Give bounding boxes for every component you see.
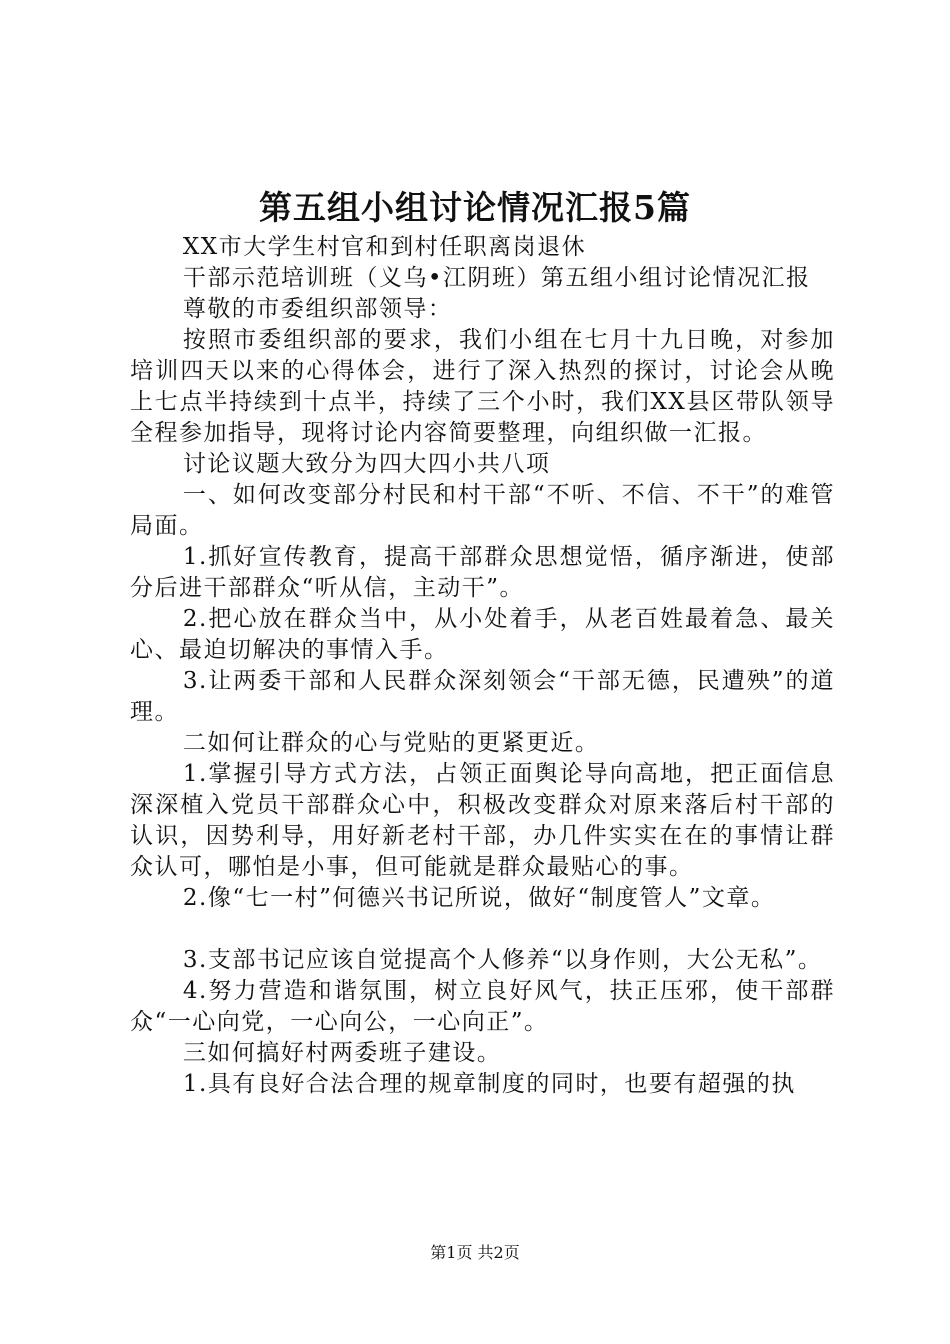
paragraph: 1.具有良好合法合理的规章制度的同时，也要有超强的执 (182, 1071, 796, 1097)
document-title: 第五组小组讨论情况汇报5篇 (259, 188, 691, 227)
paragraph: 4.努力营造和谐氛围，树立良好风气，扶正压邪，使干部群众“一心向党，一心向公，一心向正”。 (130, 978, 835, 1035)
paragraph: 一、如何改变部分村民和村干部“不听、不信、不干”的难管局面。 (130, 482, 835, 539)
paragraph: 3.让两委干部和人民群众深刻领会“干部无德，民遭殃”的道理。 (130, 668, 835, 725)
paragraph: 2.像“七一村”何德兴书记所说，做好“制度管人”文章。 (182, 885, 776, 911)
paragraph: 二如何让群众的心与党贴的更紧更近。 (182, 730, 600, 756)
paragraph: 按照市委组织部的要求，我们小组在七月十九日晚，对参加培训四天以来的心得体会，进行了深入热烈的探讨，讨论会从晚上七点半持续到十点半，持续了三个小时，我们XX县区带队领导全程参加指导，现将讨论内容简要整理，向组织做一汇报。 (130, 327, 835, 446)
paragraph: 三如何搞好村两委班子建设。 (182, 1040, 502, 1066)
paragraph: 2.把心放在群众当中，从小处着手，从老百姓最着急、最关心、最迫切解决的事情入手。 (130, 606, 835, 663)
paragraph: 1.抓好宣传教育，提高干部群众思想觉悟，循序渐进，使部分后进干部群众“听从信，主动干”。 (130, 544, 835, 601)
paragraph: 尊敬的市委组织部领导： (182, 296, 453, 322)
paragraph: 3.支部书记应该自觉提高个人修养“以身作则，大公无私”。 (182, 947, 823, 973)
page-number-footer: 第1页 共2页 (430, 1243, 520, 1262)
paragraph: 讨论议题大致分为四大四小共八项 (182, 451, 551, 477)
paragraph: 1.掌握引导方式方法，占领正面舆论导向高地，把正面信息深深植入党员干部群众心中，积极改变群众对原来落后村干部的认识，因势利导，用好新老村干部，办几件实实在在的事情让群众认可，哪怕是小事，但可能就是群众最贴心的事。 (130, 761, 835, 880)
document-body (130, 232, 835, 1100)
paragraph: 干部示范培训班（义乌•江阴班）第五组小组讨论情况汇报 (182, 265, 811, 291)
paragraph: XX市大学生村官和到村任职离岗退休 (182, 234, 587, 260)
